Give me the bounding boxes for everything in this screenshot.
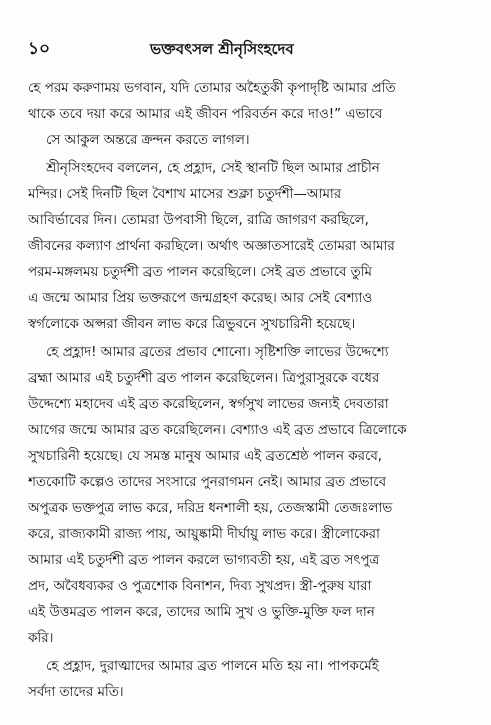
text-line: সর্বদা তাদের মতি। (28, 685, 124, 700)
text-line: এই উত্তমব্রত পালন করে, তাদের আমি সুখ ও ভুক্তি-মুক্তি ফল দান (28, 605, 375, 620)
paragraph (28, 654, 462, 706)
body-text (28, 76, 462, 708)
text-line: অপুত্রক ভক্তপুত্র লাভ করে, দরিদ্র ধনশালী হয়, তেজস্কামী তেজঃলাভ (28, 501, 393, 516)
text-line: ব্রহ্মা আমার এই চতুর্দশী ব্রত পালন করেছিলেন। ত্রিপুরাসুরকে বধের (28, 371, 380, 386)
text-line: আগের জন্মে আমার ব্রত করেছিলেন। বেশ্যাও এই ব্রত প্রভাবে ত্রিলোকে (28, 423, 407, 438)
paragraph (28, 156, 462, 338)
text-line: থাকে তবে দয়া করে আমার এই জীবন পরিবর্তন করে দাও!” এভাবে (28, 107, 383, 122)
text-line: প্রদ, অবৈধব্যকর ও পুত্রশোক বিনাশন, দিব্য সুখপ্রদ। স্ত্রী-পুরুষ যারা (28, 579, 372, 594)
text-line: হে প্রহ্লাদ, দুরাত্মাদের আমার ব্রত পালনে মতি হয় না। পাপকর্মেই (46, 659, 379, 674)
text-line: আবির্ভাবের দিন। তোমরা উপবাসী ছিলে, রাত্রি জাগরণ করছিলে, (28, 213, 369, 228)
text-line: হে প্রহ্লাদ! আমার ব্রতের প্রভাব শোনো। সৃষ্টিশক্তি লাভের উদ্দেশ্যে (46, 345, 389, 360)
text-line: শ্রীনৃসিংহদেব বললেন, হে প্রহ্লাদ, সেই স্থানটি ছিল আমার প্রাচীন (46, 161, 380, 176)
text-line: মন্দির। সেই দিনটি ছিল বৈশাখ মাসের শুক্লা চতুর্দশী—আমার (28, 187, 342, 202)
paragraph (28, 340, 462, 652)
text-line: সে আকুল অন্তরে ক্রন্দন করতে লাগল। (46, 133, 250, 148)
text-line: হে পরম করুণাময় ভগবান, যদি তোমার অহৈতুকী কৃপাদৃষ্টি আমার প্রতি (28, 81, 396, 96)
running-header-title: ভক্তবৎসল শ্রীনৃসিংহদেব (150, 40, 294, 58)
text-line: উদ্দেশ্যে মহাদেব এই ব্রত করেছিলেন, স্বর্গসুখ লাভের জন্যই দেবতারা (28, 397, 389, 412)
text-line: আমার এই চতুর্দশী ব্রত পালন করলে ভাগ্যবতী হয়, এই ব্রত সৎপুত্র (28, 553, 380, 568)
page-number: ১০ (28, 39, 51, 59)
text-line: শতকোটি কল্পেও তাদের সংসারে পুনরাগমন নেই। আমার ব্রত প্রভাবে (28, 475, 387, 490)
text-line: করে, রাজ্যকামী রাজ্য পায়, আয়ুষ্কামী দীর্ঘায়ু লাভ করে। স্ত্রীলোকেরা (28, 527, 380, 542)
paragraph (28, 76, 462, 154)
text-line: এ জন্মে আমার প্রিয় ভক্তরূপে জন্মগ্রহণ করেছ। আর সেই বেশ্যাও (28, 291, 373, 306)
text-line: সুখচারিনী হয়েছে। যে সমস্ত মানুষ আমার এই ব্রতশ্রেষ্ঠ পালন করবে, (28, 449, 383, 464)
text-line: জীবনের কল্যাণ প্রার্থনা করছিলে। অর্থাৎ অজ্ঞাতসারেই তোমরা আমার (28, 239, 395, 254)
text-line: স্বর্গলোকে অপ্সরা জীবন লাভ করে ত্রিভুবনে সুখচারিনী হয়েছে। (28, 317, 356, 332)
text-line: করি। (28, 631, 54, 646)
text-line: পরম-মঙ্গলময় চতুর্দশী ব্রত পালন করেছিলে। সেই ব্রত প্রভাবে তুমি (28, 265, 372, 280)
